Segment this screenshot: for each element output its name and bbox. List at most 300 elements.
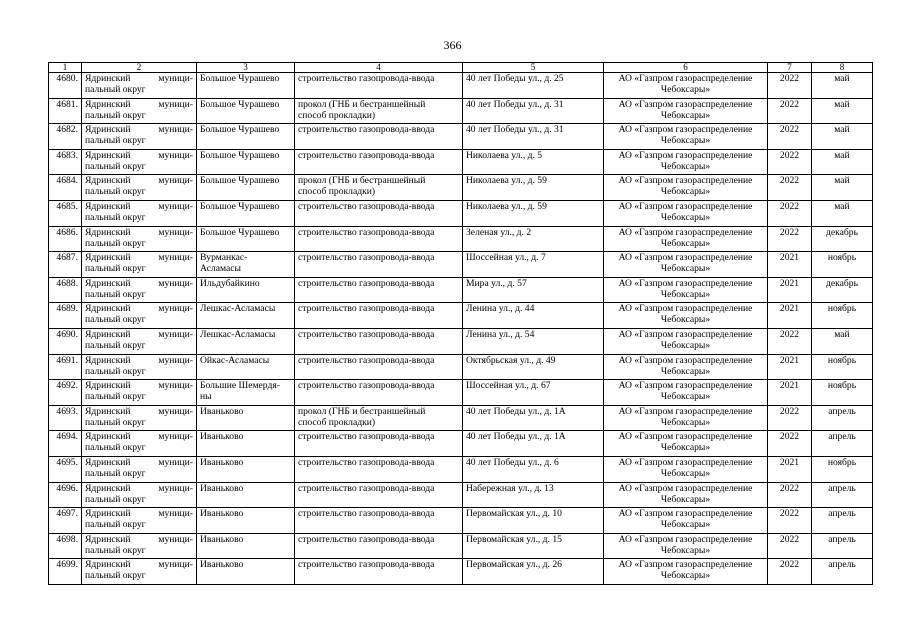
district-cell bbox=[82, 559, 197, 585]
organization-name: АО «Газпром газораспределение bbox=[618, 482, 753, 494]
address: Николаева ул., д. 59 bbox=[466, 175, 547, 187]
settlement-name: Большие Шемердя- bbox=[200, 380, 280, 392]
district-word: Ядринский bbox=[85, 73, 131, 84]
row-number: 4682. bbox=[56, 124, 78, 136]
year-cell bbox=[768, 200, 812, 226]
organization-cell bbox=[604, 226, 768, 252]
organization-name: Чебоксары» bbox=[660, 84, 711, 95]
district-line bbox=[85, 431, 193, 442]
address-cell bbox=[463, 405, 604, 431]
month-cell bbox=[812, 226, 873, 252]
work-type-cell bbox=[295, 533, 463, 559]
year-cell bbox=[768, 98, 812, 124]
year: 2021 bbox=[779, 380, 800, 392]
row-number: 4689. bbox=[56, 303, 78, 315]
work-type: строительство газопровода-ввода bbox=[298, 354, 435, 366]
district-cell bbox=[82, 149, 197, 175]
organization-name: АО «Газпром газораспределение bbox=[618, 533, 753, 545]
work-type: строительство газопровода-ввода bbox=[298, 482, 435, 494]
month-cell bbox=[812, 328, 873, 354]
organization-name: Чебоксары» bbox=[660, 211, 711, 223]
column-header: 5 bbox=[463, 63, 604, 73]
organization-name: Чебоксары» bbox=[660, 493, 711, 505]
month-cell bbox=[812, 98, 873, 124]
work-type: строительство газопровода-ввода bbox=[298, 328, 435, 340]
organization-cell bbox=[604, 482, 768, 508]
row-number-cell bbox=[49, 226, 82, 252]
address-cell bbox=[463, 380, 604, 406]
row-number-cell bbox=[49, 98, 82, 124]
address-cell bbox=[463, 354, 604, 380]
district-line bbox=[85, 99, 193, 110]
district-word: Ядринский bbox=[85, 98, 131, 110]
row-number-cell bbox=[49, 559, 82, 585]
district-line: пальный округ bbox=[85, 84, 146, 95]
year-cell bbox=[768, 303, 812, 329]
address-cell bbox=[463, 200, 604, 226]
address: Октябрьская ул., д. 49 bbox=[466, 354, 556, 366]
address-cell bbox=[463, 533, 604, 559]
district-line: пальный округ bbox=[85, 493, 146, 505]
address-cell bbox=[463, 226, 604, 252]
settlement-name: Иваньково bbox=[200, 431, 244, 443]
work-type: способ прокладки) bbox=[298, 186, 376, 198]
district-word: Ядринский bbox=[85, 149, 131, 161]
month-cell bbox=[812, 533, 873, 559]
settlement-name: Большое Чурашево bbox=[200, 175, 280, 187]
address-cell bbox=[463, 73, 604, 99]
organization-name: Чебоксары» bbox=[660, 365, 711, 377]
address: Ленина ул., д. 54 bbox=[466, 328, 535, 340]
district-cell bbox=[82, 277, 197, 303]
work-type-cell bbox=[295, 405, 463, 431]
district-line: пальный округ bbox=[85, 314, 146, 326]
district-line bbox=[85, 150, 193, 161]
month-cell bbox=[812, 431, 873, 457]
row-number: 4680. bbox=[56, 73, 78, 84]
year: 2021 bbox=[779, 354, 800, 366]
work-type: прокол (ГНБ и бестраншейный bbox=[298, 405, 426, 417]
table-row bbox=[49, 431, 873, 457]
year-cell bbox=[768, 559, 812, 585]
month-cell bbox=[812, 380, 873, 406]
district-line bbox=[85, 355, 193, 366]
year: 2021 bbox=[779, 456, 800, 468]
month: май bbox=[834, 98, 850, 110]
settlement-cell bbox=[197, 533, 295, 559]
column-header: 4 bbox=[295, 63, 463, 73]
row-number-cell bbox=[49, 354, 82, 380]
address: Зеленая ул., д. 2 bbox=[466, 226, 532, 238]
district-word: Ядринский bbox=[85, 124, 131, 136]
address-cell bbox=[463, 252, 604, 278]
address-cell bbox=[463, 431, 604, 457]
year: 2022 bbox=[779, 98, 800, 110]
address: 40 лет Победы ул., д. 25 bbox=[466, 73, 564, 84]
row-number-cell bbox=[49, 200, 82, 226]
row-number: 4688. bbox=[56, 277, 78, 289]
address: Мира ул., д. 57 bbox=[466, 277, 527, 289]
year: 2022 bbox=[779, 328, 800, 340]
row-number-cell bbox=[49, 456, 82, 482]
month: ноябрь bbox=[827, 252, 857, 264]
settlement-name: Большое Чурашево bbox=[200, 73, 280, 84]
settlement-name: Лешкас-Асламасы bbox=[200, 328, 276, 340]
address-cell bbox=[463, 277, 604, 303]
district-cell bbox=[82, 226, 197, 252]
district-cell bbox=[82, 303, 197, 329]
district-word: Ядринский bbox=[85, 277, 131, 289]
settlement-cell bbox=[197, 328, 295, 354]
row-number: 4692. bbox=[56, 380, 78, 392]
work-type-cell bbox=[295, 380, 463, 406]
work-type: прокол (ГНБ и бестраншейный bbox=[298, 175, 426, 187]
settlement-name: Иваньково bbox=[200, 559, 244, 571]
month: апрель bbox=[828, 533, 856, 545]
year: 2021 bbox=[779, 277, 800, 289]
table-row bbox=[49, 533, 873, 559]
address: Набережная ул., д. 13 bbox=[466, 482, 554, 494]
month: май bbox=[834, 328, 850, 340]
address-cell bbox=[463, 559, 604, 585]
district-word: муници- bbox=[158, 380, 193, 392]
gasification-table bbox=[48, 62, 873, 585]
year: 2022 bbox=[779, 431, 800, 443]
work-type-cell bbox=[295, 124, 463, 150]
year: 2022 bbox=[779, 508, 800, 520]
district-cell bbox=[82, 533, 197, 559]
month-cell bbox=[812, 73, 873, 99]
district-word: муници- bbox=[158, 508, 193, 520]
row-number: 4697. bbox=[56, 508, 78, 520]
row-number: 4684. bbox=[56, 175, 78, 187]
district-line: пальный округ bbox=[85, 391, 146, 403]
settlement-cell bbox=[197, 124, 295, 150]
table-row bbox=[49, 149, 873, 175]
district-cell bbox=[82, 405, 197, 431]
work-type: способ прокладки) bbox=[298, 416, 376, 428]
district-line: пальный округ bbox=[85, 365, 146, 377]
year-cell bbox=[768, 354, 812, 380]
address-cell bbox=[463, 508, 604, 534]
organization-name: Чебоксары» bbox=[660, 288, 711, 300]
column-header: 3 bbox=[197, 63, 295, 73]
address: Первомайская ул., д. 15 bbox=[466, 533, 562, 545]
work-type: строительство газопровода-ввода bbox=[298, 149, 435, 161]
settlement-cell bbox=[197, 226, 295, 252]
address-cell bbox=[463, 328, 604, 354]
work-type-cell bbox=[295, 482, 463, 508]
month: апрель bbox=[828, 405, 856, 417]
organization-name: Чебоксары» bbox=[660, 391, 711, 403]
district-word: Ядринский bbox=[85, 200, 131, 212]
address-cell bbox=[463, 98, 604, 124]
organization-name: Чебоксары» bbox=[660, 467, 711, 479]
district-word: Ядринский bbox=[85, 508, 131, 520]
work-type: прокол (ГНБ и бестраншейный bbox=[298, 98, 426, 110]
district-line: пальный округ bbox=[85, 288, 146, 300]
organization-name: Чебоксары» bbox=[660, 135, 711, 147]
month-cell bbox=[812, 277, 873, 303]
district-line bbox=[85, 380, 193, 391]
row-number-cell bbox=[49, 482, 82, 508]
district-cell bbox=[82, 124, 197, 150]
settlement-cell bbox=[197, 98, 295, 124]
year-cell bbox=[768, 431, 812, 457]
settlement-cell bbox=[197, 252, 295, 278]
work-type-cell bbox=[295, 98, 463, 124]
organization-cell bbox=[604, 456, 768, 482]
organization-name: АО «Газпром газораспределение bbox=[618, 328, 753, 340]
district-word: муници- bbox=[158, 149, 193, 161]
work-type-cell bbox=[295, 303, 463, 329]
row-number: 4681. bbox=[56, 98, 78, 110]
organization-name: АО «Газпром газораспределение bbox=[618, 149, 753, 161]
district-line: пальный округ bbox=[85, 544, 146, 556]
organization-name: АО «Газпром газораспределение bbox=[618, 508, 753, 520]
settlement-name: Лешкас-Асламасы bbox=[200, 303, 276, 315]
year-cell bbox=[768, 277, 812, 303]
month: апрель bbox=[828, 508, 856, 520]
organization-cell bbox=[604, 98, 768, 124]
district-word: Ядринский bbox=[85, 303, 131, 315]
month-cell bbox=[812, 456, 873, 482]
organization-name: АО «Газпром газораспределение bbox=[618, 226, 753, 238]
district-word: Ядринский bbox=[85, 482, 131, 494]
district-line: пальный округ bbox=[85, 339, 146, 351]
month: апрель bbox=[828, 482, 856, 494]
district-line: пальный округ bbox=[85, 467, 146, 479]
row-number-cell bbox=[49, 175, 82, 201]
district-cell bbox=[82, 200, 197, 226]
row-number-cell bbox=[49, 124, 82, 150]
district-line bbox=[85, 508, 193, 519]
address: 40 лет Победы ул., д. 1А bbox=[466, 405, 566, 417]
settlement-name: Большое Чурашево bbox=[200, 98, 280, 110]
district-word: муници- bbox=[158, 431, 193, 443]
district-line: пальный округ bbox=[85, 160, 146, 172]
organization-name: Чебоксары» bbox=[660, 339, 711, 351]
work-type-cell bbox=[295, 328, 463, 354]
district-cell bbox=[82, 482, 197, 508]
district-word: муници- bbox=[158, 533, 193, 545]
row-number: 4699. bbox=[56, 559, 78, 571]
organization-cell bbox=[604, 303, 768, 329]
district-word: Ядринский bbox=[85, 405, 131, 417]
organization-cell bbox=[604, 354, 768, 380]
month: ноябрь bbox=[827, 303, 857, 315]
district-line bbox=[85, 201, 193, 212]
organization-cell bbox=[604, 124, 768, 150]
settlement-name: Иваньково bbox=[200, 405, 244, 417]
table-row bbox=[49, 252, 873, 278]
year: 2022 bbox=[779, 73, 800, 84]
year: 2022 bbox=[779, 226, 800, 238]
settlement-cell bbox=[197, 303, 295, 329]
work-type: строительство газопровода-ввода bbox=[298, 200, 435, 212]
settlement-name: Большое Чурашево bbox=[200, 200, 280, 212]
year-cell bbox=[768, 124, 812, 150]
organization-name: Чебоксары» bbox=[660, 544, 711, 556]
district-word: Ядринский bbox=[85, 175, 131, 187]
month: апрель bbox=[828, 559, 856, 571]
row-number: 4694. bbox=[56, 431, 78, 443]
year: 2022 bbox=[779, 482, 800, 494]
table-row bbox=[49, 559, 873, 585]
settlement-name: Иваньково bbox=[200, 508, 244, 520]
district-word: муници- bbox=[158, 456, 193, 468]
district-word: Ядринский bbox=[85, 456, 131, 468]
district-cell bbox=[82, 508, 197, 534]
row-number-cell bbox=[49, 149, 82, 175]
settlement-cell bbox=[197, 277, 295, 303]
address: 40 лет Победы ул., д. 1А bbox=[466, 431, 566, 443]
district-word: Ядринский bbox=[85, 533, 131, 545]
district-word: Ядринский bbox=[85, 559, 131, 571]
settlement-name: Ойкас-Асламасы bbox=[200, 354, 270, 366]
organization-name: Чебоксары» bbox=[660, 570, 711, 582]
district-word: муници- bbox=[158, 175, 193, 187]
district-word: муници- bbox=[158, 98, 193, 110]
district-cell bbox=[82, 98, 197, 124]
table-row bbox=[49, 98, 873, 124]
district-line: пальный округ bbox=[85, 519, 146, 531]
work-type: строительство газопровода-ввода bbox=[298, 508, 435, 520]
district-word: муници- bbox=[158, 200, 193, 212]
month: май bbox=[834, 149, 850, 161]
district-word: Ядринский bbox=[85, 380, 131, 392]
column-header: 1 bbox=[49, 63, 82, 73]
organization-name: АО «Газпром газораспределение bbox=[618, 98, 753, 110]
month-cell bbox=[812, 482, 873, 508]
work-type-cell bbox=[295, 200, 463, 226]
organization-name: АО «Газпром газораспределение bbox=[618, 559, 753, 571]
settlement-cell bbox=[197, 456, 295, 482]
month: май bbox=[834, 124, 850, 136]
work-type: строительство газопровода-ввода bbox=[298, 277, 435, 289]
address-cell bbox=[463, 482, 604, 508]
organization-cell bbox=[604, 328, 768, 354]
row-number: 4685. bbox=[56, 200, 78, 212]
district-line: пальный округ bbox=[85, 211, 146, 223]
organization-name: АО «Газпром газораспределение bbox=[618, 200, 753, 212]
address: Шоссейная ул., д. 67 bbox=[466, 380, 551, 392]
page-number: 366 bbox=[443, 38, 462, 52]
organization-name: Чебоксары» bbox=[660, 416, 711, 428]
month: апрель bbox=[828, 431, 856, 443]
year-cell bbox=[768, 405, 812, 431]
settlement-name: Вурманкас- bbox=[200, 252, 248, 264]
row-number: 4691. bbox=[56, 354, 78, 366]
settlement-name: Большое Чурашево bbox=[200, 124, 280, 136]
table-row bbox=[49, 175, 873, 201]
row-number: 4687. bbox=[56, 252, 78, 264]
district-line bbox=[85, 457, 193, 468]
table-body bbox=[49, 73, 873, 585]
district-line: пальный округ bbox=[85, 186, 146, 198]
year: 2022 bbox=[779, 149, 800, 161]
month-cell bbox=[812, 508, 873, 534]
month-cell bbox=[812, 252, 873, 278]
row-number-cell bbox=[49, 405, 82, 431]
organization-name: Чебоксары» bbox=[660, 314, 711, 326]
month: ноябрь bbox=[827, 380, 857, 392]
row-number: 4698. bbox=[56, 533, 78, 545]
row-number: 4686. bbox=[56, 226, 78, 238]
year-cell bbox=[768, 533, 812, 559]
address-cell bbox=[463, 124, 604, 150]
table-row bbox=[49, 277, 873, 303]
district-line bbox=[85, 252, 193, 263]
year-cell bbox=[768, 456, 812, 482]
year-cell bbox=[768, 508, 812, 534]
table-row bbox=[49, 456, 873, 482]
table-row bbox=[49, 328, 873, 354]
year-cell bbox=[768, 252, 812, 278]
work-type: строительство газопровода-ввода bbox=[298, 303, 435, 315]
settlement-cell bbox=[197, 149, 295, 175]
month-cell bbox=[812, 175, 873, 201]
row-number: 4695. bbox=[56, 456, 78, 468]
district-line: пальный округ bbox=[85, 109, 146, 121]
settlement-name: Иваньково bbox=[200, 533, 244, 545]
organization-name: Чебоксары» bbox=[660, 109, 711, 121]
district-line bbox=[85, 73, 193, 84]
year: 2021 bbox=[779, 303, 800, 315]
district-line bbox=[85, 534, 193, 545]
district-line: пальный округ bbox=[85, 442, 146, 454]
organization-name: АО «Газпром газораспределение bbox=[618, 303, 753, 315]
year-cell bbox=[768, 328, 812, 354]
row-number-cell bbox=[49, 73, 82, 99]
settlement-name: Асламасы bbox=[200, 263, 241, 275]
work-type-cell bbox=[295, 431, 463, 457]
work-type: строительство газопровода-ввода bbox=[298, 380, 435, 392]
address: 40 лет Победы ул., д. 31 bbox=[466, 124, 564, 136]
district-line bbox=[85, 227, 193, 238]
organization-name: АО «Газпром газораспределение bbox=[618, 175, 753, 187]
row-number: 4683. bbox=[56, 149, 78, 161]
settlement-cell bbox=[197, 508, 295, 534]
address-cell bbox=[463, 303, 604, 329]
month-cell bbox=[812, 405, 873, 431]
month-cell bbox=[812, 559, 873, 585]
organization-name: АО «Газпром газораспределение bbox=[618, 252, 753, 264]
district-word: муници- bbox=[158, 277, 193, 289]
month-cell bbox=[812, 354, 873, 380]
settlement-cell bbox=[197, 431, 295, 457]
row-number-cell bbox=[49, 303, 82, 329]
year-cell bbox=[768, 380, 812, 406]
district-cell bbox=[82, 175, 197, 201]
organization-cell bbox=[604, 252, 768, 278]
row-number-cell bbox=[49, 380, 82, 406]
column-header: 6 bbox=[604, 63, 768, 73]
table-row bbox=[49, 124, 873, 150]
district-word: Ядринский bbox=[85, 226, 131, 238]
district-line bbox=[85, 406, 193, 417]
year: 2022 bbox=[779, 533, 800, 545]
organization-name: Чебоксары» bbox=[660, 263, 711, 275]
settlement-cell bbox=[197, 482, 295, 508]
address: Николаева ул., д. 59 bbox=[466, 200, 547, 212]
year: 2022 bbox=[779, 405, 800, 417]
district-word: Ядринский bbox=[85, 431, 131, 443]
organization-name: Чебоксары» bbox=[660, 237, 711, 249]
work-type-cell bbox=[295, 277, 463, 303]
table-row bbox=[49, 508, 873, 534]
district-word: муници- bbox=[158, 252, 193, 264]
